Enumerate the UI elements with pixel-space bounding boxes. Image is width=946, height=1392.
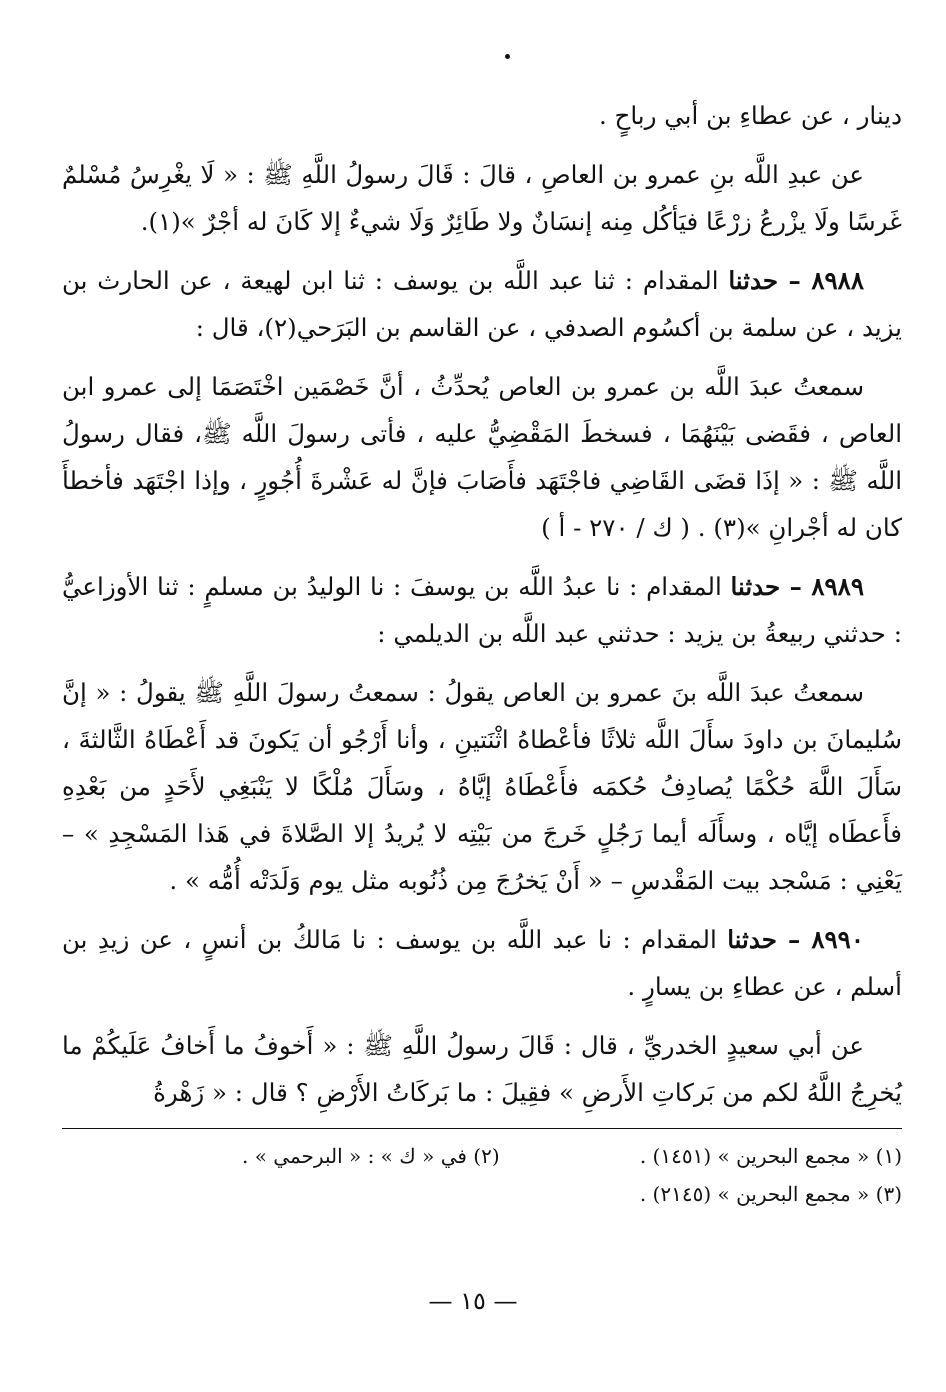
footnote-divider: [62, 1128, 902, 1129]
paragraph-7: عن أبي سعيدٍ الخدريِّ ، قال : قَالَ رسولُ اللَّهِ ﷺ : « أَخوفُ ما أَخافُ عَلَيكُمْ ما يُخرِجُ اللَّهُ لكم من بَركاتِ الأَرضِ » فقِيلَ : ما بَركَاتُ الأَرْضِ ؟ قال : « زَهْرةُ: [62, 1031, 902, 1107]
footnote-2: (٢) في « ك » : « البرحمي » .: [242, 1144, 500, 1168]
footnote-3: (٣) « مجمع البحرين » (٢١٤٥) .: [639, 1182, 902, 1206]
header-dot: [505, 54, 510, 59]
hadith-number: ٨٩٩٠ – حدثنا: [727, 925, 864, 954]
hadith-8990: [62, 916, 902, 1010]
footnote-row: [62, 1137, 902, 1175]
paragraph-5: سمعتُ عبدَ اللَّه بنَ عمرو بن العاص يقولُ : سمعتُ رسولَ اللَّهِ ﷺ يقولُ : « إنَّ سُليمانَ بن داودَ سأَلَ اللَّه ثلاثًا فأعْطاهُ اثْنَتينِ ، وأنا أَرْجُو أن يَكونَ قد أَعْطَاهُ الثَّالثةَ ، سَأَلَ اللَّهَ حُكْمًا يُصادِفُ حُكمَه فأَعْطَاهُ إيَّاهُ ، وسَأَلَ مُلْكًا لا يَنْبَغِي لأَحَدٍ من بَعْدِهِ فأَعطَاه إيَّاه ، وسأَلَه أيما رَجُلٍ خَرجَ من بَيْتِه لا يُريدُ إلا الصَّلاةَ في هَذا المَسْجِدِ » – يَعْنِي : مَسْجد بيت المَقْدسِ – « أَنْ يَخرُجَ مِن ذُنُوبه مثل يوم وَلَدَتْه أُمُّه » .: [62, 678, 902, 895]
isnad-text: المقدام : ثنا عبد اللَّه بن يوسف : ثنا ابن لهيعة ، عن الحارث بن يزيد ، عن سلمة بن أكسُوم الصدفي ، عن القاسم بن البَرَحي(٢)، قال :: [62, 266, 902, 342]
paragraph-3: سمعتُ عبدَ اللَّه بن عمرو بن العاص يُحدِّثُ ، أنَّ خَصْمَين اخْتَصَمَا إلى عمرو ابن العاص ، فقَضى بَيْنَهُمَا ، فسخطَ المَقْضِيُّ عليه ، فأتى رسولَ اللَّه ﷺ، فقال رسولُ اللَّه ﷺ : « إذَا قضَى القَاضِي فاجْتَهَد فأَصَابَ فإنَّ له عَشْرةَ أُجُورٍ ، وإذا اجْتَهَد فأخطأَ كان له أجْرانِ »(٣) . ( ك / ٢٧٠ - أ ): [62, 372, 902, 542]
paragraph-1: عن عبدِ اللَّه بنِ عمرو بن العاصِ ، قالَ : قَالَ رسولُ اللَّهِ ﷺ : « لَا يغْرِسُ مُسْلمٌ غَرسًا ولَا يزْرعُ زرْعًا فيَأكُل مِنه إنسَانٌ ولا طَائِرٌ وَلَا شيءٌ إلا كَانَ له أجْرٌ »(١).: [62, 160, 902, 236]
footnote-1: (١) « مجمع البحرين » (١٤٥١) .: [639, 1144, 902, 1168]
isnad-text: المقدام : نا عبدُ اللَّه بن يوسفَ : نا الوليدُ بن مسلمٍ : ثنا الأوزاعيُّ : حدثني ربيعةُ بن يزيد : حدثني عبد اللَّه بن الديلمي :: [62, 572, 902, 648]
paragraph-0: دينار ، عن عطاءِ بن أبي رباحٍ .: [598, 101, 902, 130]
page-body: [62, 92, 902, 1213]
isnad-text: المقدام : نا عبد اللَّه بن يوسف : نا مَالكُ بن أنسٍ ، عن زيدِ بن أسلم ، عن عطاءِ بن يسارٍ .: [62, 925, 902, 1001]
hadith-8988: [62, 257, 902, 351]
page-number: — ١٥ —: [428, 1287, 518, 1315]
hadith-8989: [62, 563, 902, 657]
hadith-number: ٨٩٨٨ – حدثنا: [728, 266, 864, 295]
hadith-number: ٨٩٨٩ – حدثنا: [730, 572, 864, 601]
